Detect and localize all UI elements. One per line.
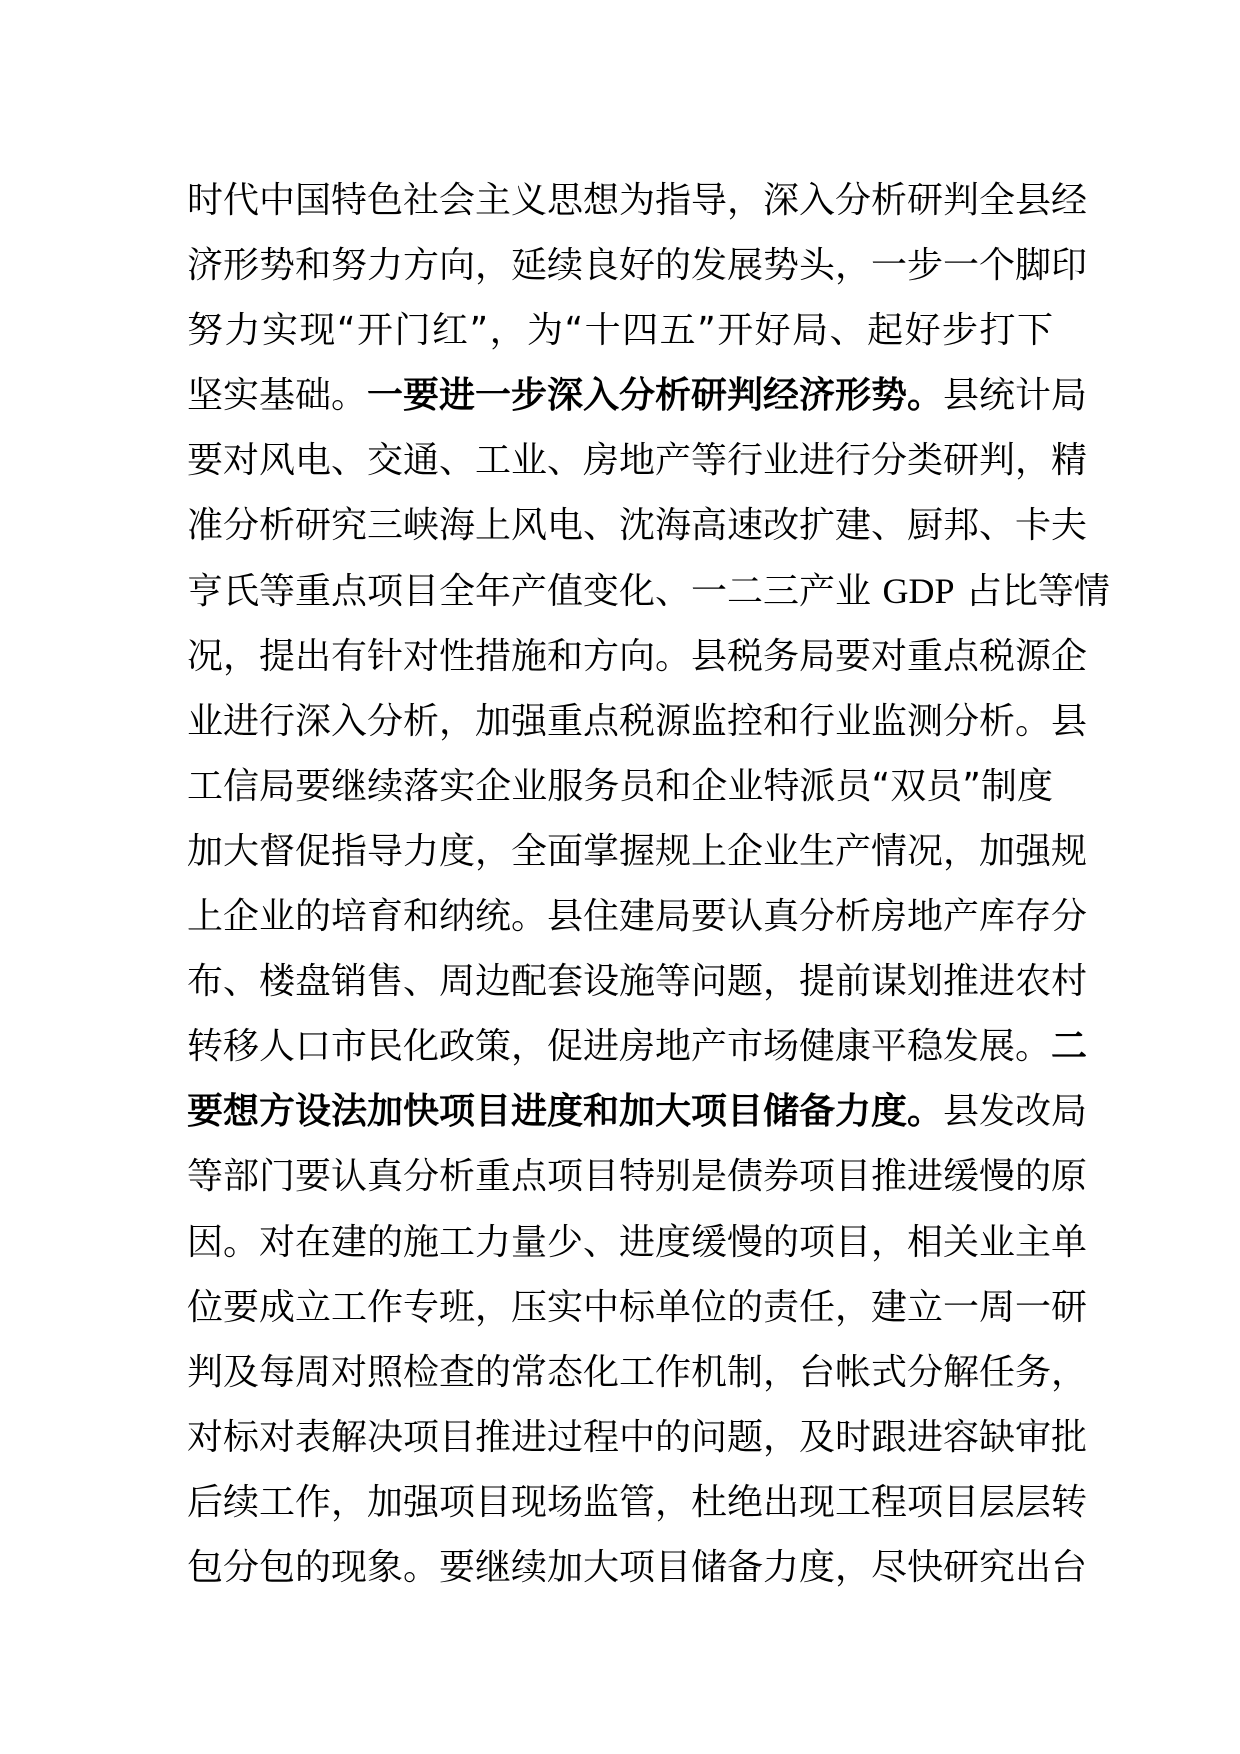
text-segment: 亨氏等重点项目全年产值变化、一二三产业: [187, 570, 883, 612]
text-segment: 要对风电、交通、工业、房地产等行业进行分类研判，精: [187, 440, 1088, 482]
text-line: [187, 1210, 1088, 1275]
text-segment: 因。对在建的施工力量少、进度缓慢的项目，相关业主单: [187, 1221, 1088, 1263]
text-segment: 后续工作，加强项目现场监管，杜绝出现工程项目层层转: [187, 1481, 1088, 1523]
text-line: [187, 949, 1088, 1014]
text-line: [187, 233, 1088, 298]
text-line: [187, 298, 1053, 363]
text-segment: 时代中国特色社会主义思想为指导，深入分析研判全县经: [187, 180, 1088, 221]
text-segment: 况，提出有针对性措施和方向。县税务局要对重点税源企: [187, 635, 1088, 677]
text-segment: 业进行深入分析，加强重点税源监控和行业监测分析。县: [187, 700, 1088, 742]
text-line: [187, 884, 1088, 949]
text-segment: 包分包的现象。要继续加大项目储备力度，尽快研究出台: [187, 1546, 1088, 1588]
text-line: [187, 819, 1088, 884]
text-segment: 县发改局: [943, 1091, 1088, 1133]
text-segment: 占比等情: [954, 570, 1110, 612]
text-line: [187, 559, 1110, 624]
text-line: [187, 1535, 1088, 1600]
text-segment: 准分析研究三峡海上风电、沈海高速改扩建、厨邦、卡夫: [187, 505, 1088, 547]
text-line: [187, 1470, 1088, 1535]
text-line: [187, 363, 1088, 428]
text-line: [187, 624, 1088, 689]
text-line: [187, 1340, 1088, 1405]
text-segment: 县统计局: [943, 375, 1088, 417]
text-segment: 转移人口市民化政策，促进房地产市场健康平稳发展。: [187, 1026, 1052, 1068]
bold-heading-segment: 二: [1051, 1026, 1088, 1068]
text-segment: GDP: [882, 570, 955, 611]
text-segment: 工信局要继续落实企业服务员和企业特派员“双员”制度: [187, 765, 1053, 807]
text-segment: 判及每周对照检查的常态化工作机制，台帐式分解任务，: [187, 1351, 1088, 1393]
text-line: [187, 1405, 1088, 1470]
text-line: [187, 1014, 1088, 1079]
text-segment: 济形势和努力方向，延续良好的发展势头，一步一个脚印: [187, 245, 1088, 287]
bold-heading-segment: 要想方设法加快项目进度和加大项目储备力度。: [187, 1091, 944, 1133]
text-line: [187, 754, 1053, 819]
text-line: [187, 1275, 1088, 1340]
text-segment: 加大督促指导力度，全面掌握规上企业生产情况，加强规: [187, 830, 1088, 872]
bold-heading-segment: 一要进一步深入分析研判经济形势。: [367, 375, 944, 417]
text-line: [187, 1079, 1088, 1144]
text-segment: 位要成立工作专班，压实中标单位的责任，建立一周一研: [187, 1286, 1088, 1328]
text-line: [187, 168, 1088, 233]
text-line: [187, 493, 1088, 558]
text-line: [187, 428, 1088, 493]
text-line: [187, 1144, 1088, 1209]
text-segment: 坚实基础。: [187, 375, 368, 417]
text-segment: 等部门要认真分析重点项目特别是债券项目推进缓慢的原: [187, 1156, 1088, 1198]
text-segment: 布、楼盘销售、周边配套设施等问题，提前谋划推进农村: [187, 961, 1088, 1003]
text-segment: 努力实现“开门红”，为“十四五”开好局、起好步打下: [187, 310, 1053, 352]
text-line: [187, 689, 1088, 754]
text-segment: 对标对表解决项目推进过程中的问题，及时跟进容缺审批: [187, 1416, 1088, 1458]
text-segment: 上企业的培育和纳统。县住建局要认真分析房地产库存分: [187, 896, 1088, 938]
body-paragraph: [187, 168, 1110, 1600]
